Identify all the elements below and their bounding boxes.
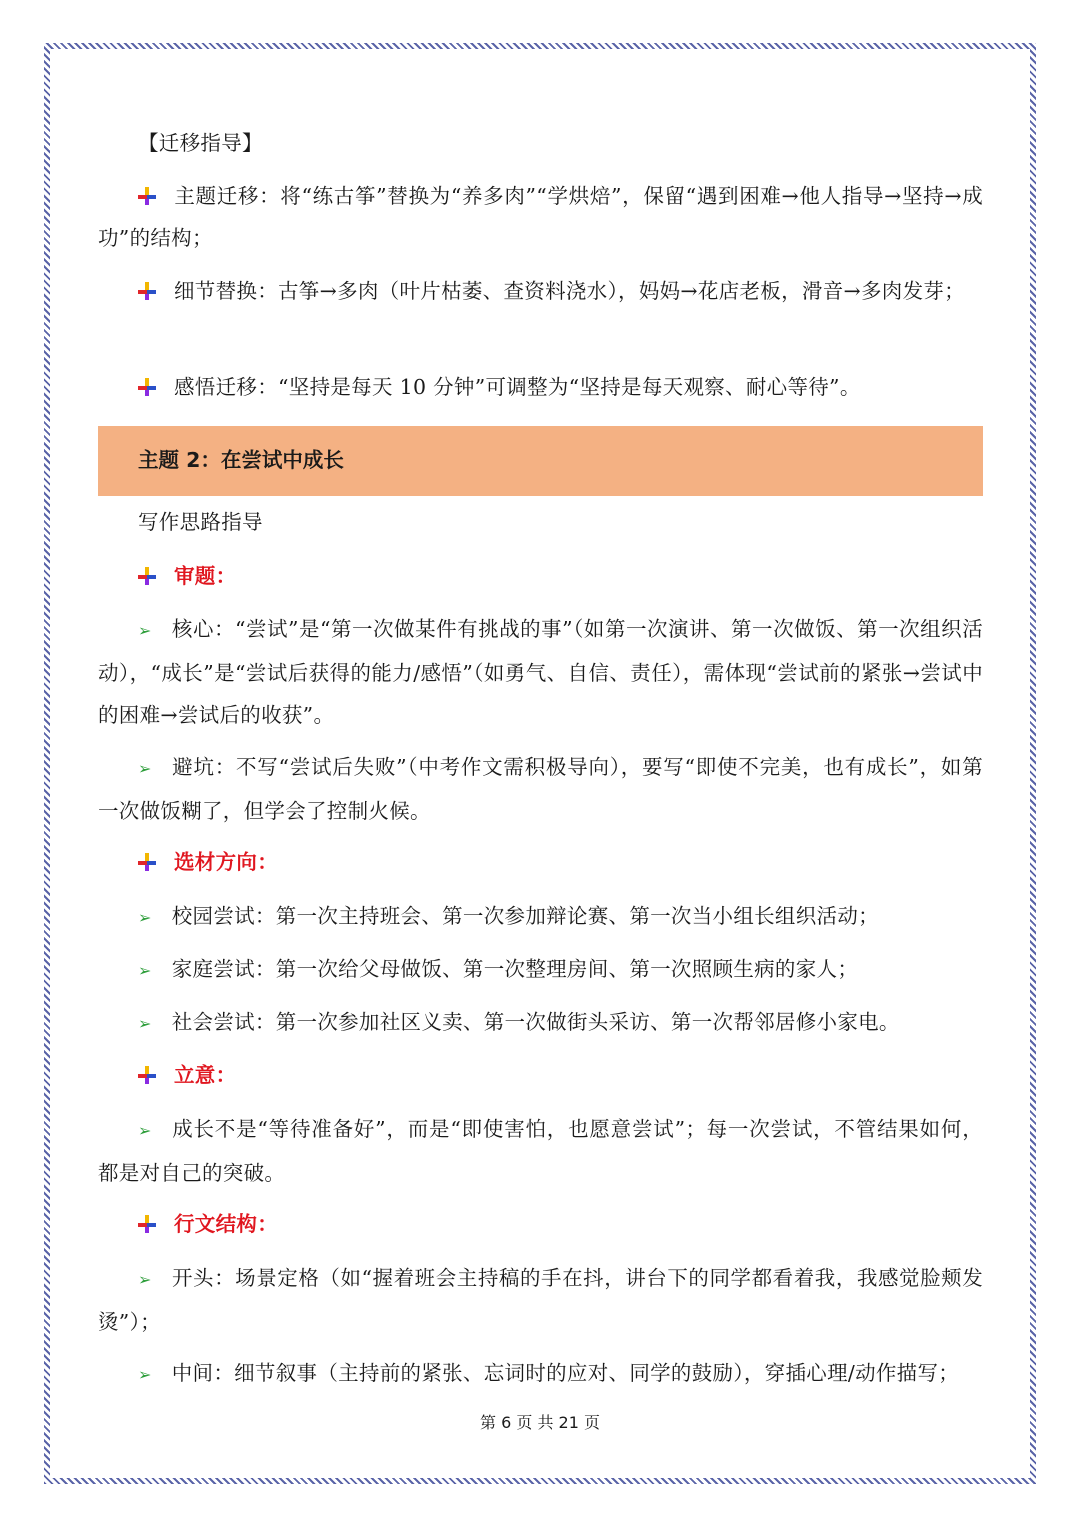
transfer-item-3: 感悟迁移：“坚持是每天 10 分钟”可调整为“坚持是每天观察、耐心等待”。 [98, 366, 983, 408]
topic-item-1: ➢ 核心：“尝试”是“第一次做某件有挑战的事”（如第一次演讲、第一次做饭、第一次组织活动），“成长”是“尝试后获得的能力/感悟”（如勇气、自信、责任），需体现“尝试前的紧张→尝试中的困难→尝试后的收获”。 [98, 608, 983, 736]
transfer-heading: 【迁移指导】 [138, 131, 263, 155]
arrow-bullet-icon: ➢ [138, 1121, 152, 1140]
arrow-bullet-icon: ➢ [138, 961, 152, 980]
material-item-2: ➢ 家庭尝试：第一次给父母做饭、第一次整理房间、第一次照顾生病的家人； [98, 948, 983, 992]
arrow-bullet-icon: ➢ [138, 759, 152, 778]
structure-heading: 行文结构： [98, 1203, 983, 1245]
arrow-bullet-icon: ➢ [138, 621, 152, 640]
arrow-bullet-icon: ➢ [138, 1270, 152, 1289]
material-item-1: ➢ 校园尝试：第一次主持班会、第一次参加辩论赛、第一次当小组长组织活动； [98, 895, 983, 939]
guide-title: 写作思路指导 [138, 510, 263, 534]
topic-heading: 审题： [98, 555, 983, 597]
plus-bullet-icon [138, 567, 156, 585]
arrow-bullet-icon: ➢ [138, 908, 152, 927]
material-item-3: ➢ 社会尝试：第一次参加社区义卖、第一次做街头采访、第一次帮邻居修小家电。 [98, 1001, 983, 1045]
idea-heading: 立意： [98, 1054, 983, 1096]
structure-item-2: ➢ 中间：细节叙事（主持前的紧张、忘词时的应对、同学的鼓励），穿插心理/动作描写； [98, 1352, 983, 1396]
plus-bullet-icon [138, 853, 156, 871]
plus-bullet-icon [138, 187, 156, 205]
idea-item-1: ➢ 成长不是“等待准备好”，而是“即使害怕，也愿意尝试”；每一次尝试，不管结果如何，都是对自己的突破。 [98, 1108, 983, 1194]
theme-title: 主题 2：在尝试中成长 [138, 448, 344, 472]
plus-bullet-icon [138, 378, 156, 396]
plus-bullet-icon [138, 1066, 156, 1084]
transfer-item-2: 细节替换：古筝→多肉（叶片枯萎、查资料浇水），妈妈→花店老板，滑音→多肉发芽； [98, 270, 983, 312]
transfer-item-1: 主题迁移：将“练古筝”替换为“养多肉”“学烘焙”，保留“遇到困难→他人指导→坚持→成功”的结构； [98, 184, 983, 250]
arrow-bullet-icon: ➢ [138, 1365, 152, 1384]
plus-bullet-icon [138, 282, 156, 300]
topic-item-2: ➢ 避坑：不写“尝试后失败”（中考作文需积极导向），要写“即使不完美，也有成长”，如第一次做饭糊了，但学会了控制火候。 [98, 746, 983, 832]
structure-item-1: ➢ 开头：场景定格（如“握着班会主持稿的手在抖，讲台下的同学都看着我，我感觉脸颊发烫”）； [98, 1257, 983, 1343]
arrow-bullet-icon: ➢ [138, 1014, 152, 1033]
plus-bullet-icon [138, 1215, 156, 1233]
page-footer: 第 6 页 共 21 页 [480, 1413, 600, 1432]
theme-banner [98, 426, 983, 496]
material-heading: 选材方向： [98, 841, 983, 883]
